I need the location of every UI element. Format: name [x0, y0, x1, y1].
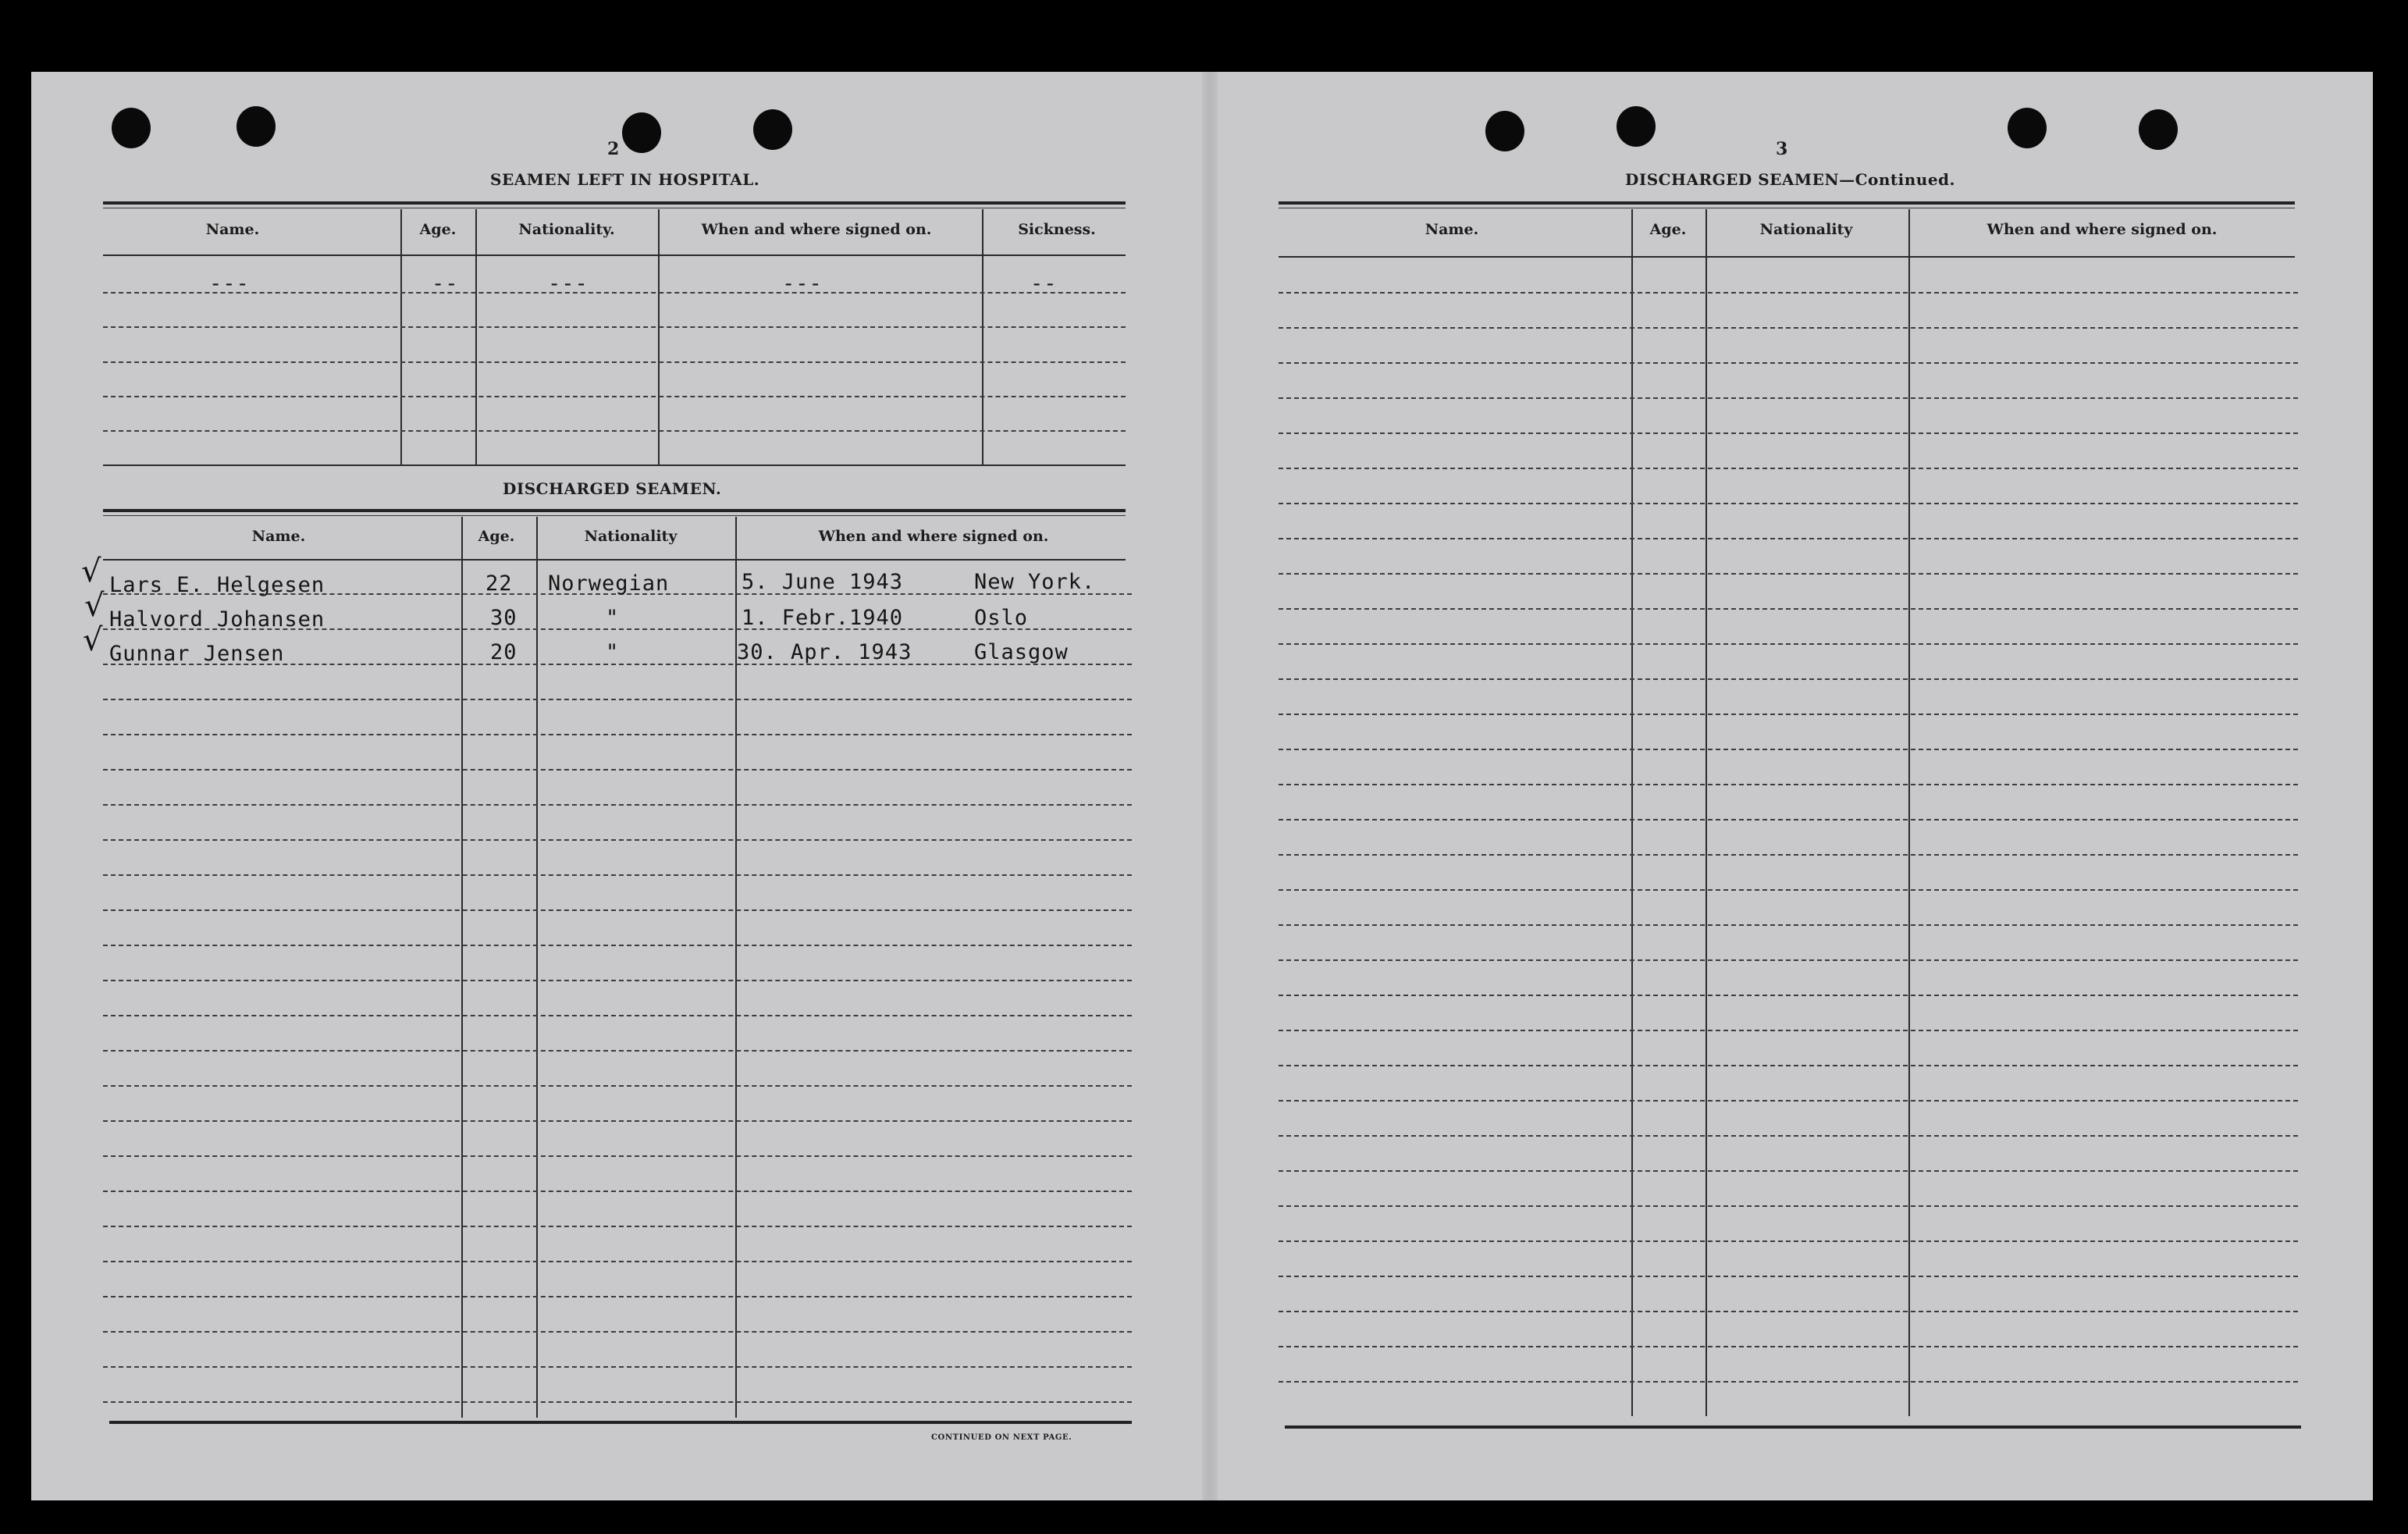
discharged-continued-title: DISCHARGED SEAMEN—Continued. — [1625, 170, 1955, 189]
column-header-signed-on: When and where signed on. — [1987, 221, 2218, 238]
table-top-rule — [103, 515, 1126, 516]
hospital-entry-signed-on: --- — [782, 272, 823, 296]
dotted-row-line — [1279, 503, 2298, 504]
column-header-name: Name. — [205, 221, 260, 238]
hospital-entry-age: -- — [432, 272, 459, 296]
dotted-row-line — [103, 430, 1126, 432]
seaman-nationality: Norwegian — [548, 571, 670, 596]
column-header-nationality: Nationality. — [518, 221, 615, 238]
hospital-entry-sickness: -- — [1030, 272, 1058, 296]
column-header-age: Age. — [1649, 221, 1687, 238]
dotted-row-line — [103, 874, 1132, 876]
header-rule — [103, 254, 1126, 256]
dotted-row-line — [103, 1050, 1132, 1052]
seaman-signed-date: 5. June 1943 — [742, 570, 904, 594]
hospital-entry-nationality: --- — [548, 272, 589, 296]
seaman-signed-date: 30. Apr. 1943 — [737, 640, 912, 664]
seaman-name: Gunnar Jensen — [109, 642, 285, 666]
table-bottom-rule — [1285, 1425, 2301, 1429]
dotted-row-line — [103, 1226, 1132, 1227]
seaman-age: 22 — [486, 571, 513, 596]
column-divider — [1706, 209, 1707, 1416]
table-top-rule — [103, 201, 1126, 205]
dotted-row-line — [1279, 468, 2298, 469]
seaman-nationality: " — [606, 640, 620, 664]
punch-hole — [753, 109, 792, 150]
dotted-row-line — [103, 361, 1126, 363]
column-divider — [400, 209, 402, 465]
header-rule — [1279, 256, 2295, 258]
column-header-sickness: Sickness. — [1018, 221, 1096, 238]
dotted-row-line — [103, 1296, 1132, 1297]
dotted-row-line — [103, 909, 1132, 911]
dotted-row-line — [103, 1366, 1132, 1368]
column-divider — [536, 517, 538, 1418]
dotted-row-line — [103, 1331, 1132, 1333]
dotted-row-line — [1279, 889, 2298, 891]
dotted-row-line — [103, 734, 1132, 735]
dotted-row-line — [103, 1120, 1132, 1122]
dotted-row-line — [1279, 538, 2298, 539]
table-bottom-rule — [109, 1421, 1132, 1424]
dotted-row-line — [1279, 678, 2298, 680]
dotted-row-line — [1279, 1276, 2298, 1277]
dotted-row-line — [1279, 608, 2298, 610]
dotted-row-line — [103, 699, 1132, 700]
dotted-row-line — [1279, 959, 2298, 961]
dotted-row-line — [103, 839, 1132, 841]
discharged-section-title: DISCHARGED SEAMEN. — [503, 479, 722, 498]
punch-hole — [237, 106, 276, 147]
dotted-row-line — [103, 1191, 1132, 1192]
dotted-row-line — [1279, 397, 2298, 399]
punch-hole — [112, 108, 151, 148]
table-bottom-rule — [103, 464, 1126, 466]
dotted-row-line — [1279, 854, 2298, 856]
column-divider — [475, 209, 477, 465]
seaman-name: Halvord Johansen — [109, 607, 325, 632]
seaman-nationality: " — [606, 606, 620, 630]
dotted-row-line — [1279, 432, 2298, 434]
dotted-row-line — [1279, 573, 2298, 575]
punch-hole — [1485, 111, 1524, 151]
checkmark-icon: √ — [83, 622, 103, 658]
punch-hole — [2139, 109, 2178, 150]
dotted-row-line — [103, 945, 1132, 946]
dotted-row-line — [1279, 327, 2298, 329]
table-top-rule — [103, 509, 1126, 512]
column-divider — [658, 209, 660, 465]
dotted-row-line — [103, 769, 1132, 771]
dotted-row-line — [1279, 1030, 2298, 1031]
punch-hole — [622, 112, 661, 153]
column-header-name: Name. — [251, 528, 306, 545]
page-number: 2 — [607, 139, 620, 159]
dotted-row-line — [1279, 819, 2298, 820]
column-header-signed-on: When and where signed on. — [818, 528, 1049, 545]
dotted-row-line — [103, 980, 1132, 981]
punch-hole — [2008, 108, 2047, 148]
dotted-row-line — [1279, 1311, 2298, 1312]
column-divider — [1631, 209, 1633, 1416]
seaman-signed-place: Glasgow — [974, 640, 1069, 664]
column-header-name: Name. — [1425, 221, 1479, 238]
dotted-row-line — [1279, 292, 2298, 294]
dotted-row-line — [1279, 924, 2298, 926]
dotted-row-line — [103, 1085, 1132, 1087]
seaman-age: 30 — [490, 606, 518, 630]
column-divider — [982, 209, 983, 465]
dotted-row-line — [103, 1155, 1132, 1157]
seaman-signed-place: New York. — [974, 570, 1096, 594]
seaman-signed-date: 1. Febr.1940 — [742, 606, 904, 630]
page-gutter — [1202, 72, 1218, 1500]
column-divider — [1908, 209, 1910, 1416]
header-rule — [103, 559, 1126, 561]
column-header-nationality: Nationality — [584, 528, 678, 545]
dotted-row-line — [103, 1261, 1132, 1262]
checkmark-icon: √ — [84, 588, 105, 624]
dotted-row-line — [1279, 1065, 2298, 1066]
dotted-row-line — [1279, 643, 2298, 645]
dotted-row-line — [103, 804, 1132, 806]
column-header-age: Age. — [478, 528, 515, 545]
dotted-row-line — [1279, 1240, 2298, 1242]
dotted-row-line — [103, 1015, 1132, 1016]
column-divider — [461, 517, 463, 1418]
dotted-row-line — [1279, 1170, 2298, 1172]
dotted-row-line — [1279, 1135, 2298, 1137]
punch-hole — [1617, 106, 1656, 147]
dotted-row-line — [103, 396, 1126, 397]
dotted-row-line — [1279, 1205, 2298, 1207]
dotted-row-line — [1279, 1346, 2298, 1347]
dotted-row-line — [1279, 362, 2298, 364]
seaman-signed-place: Oslo — [974, 606, 1029, 630]
page-number: 3 — [1776, 139, 1788, 159]
dotted-row-line — [1279, 784, 2298, 785]
dotted-row-line — [1279, 1381, 2298, 1383]
checkmark-icon: √ — [81, 553, 101, 589]
dotted-row-line — [1279, 1100, 2298, 1102]
continued-note: CONTINUED ON NEXT PAGE. — [931, 1433, 1072, 1442]
column-header-nationality: Nationality — [1759, 221, 1853, 238]
dotted-row-line — [1279, 714, 2298, 715]
seaman-name: Lars E. Helgesen — [109, 573, 325, 597]
dotted-row-line — [1279, 995, 2298, 996]
hospital-section-title: SEAMEN LEFT IN HOSPITAL. — [490, 170, 760, 189]
dotted-row-line — [103, 292, 1126, 294]
dotted-row-line — [1279, 749, 2298, 750]
hospital-entry-name: --- — [209, 272, 250, 296]
column-header-signed-on: When and where signed on. — [701, 221, 932, 238]
column-header-age: Age. — [419, 221, 457, 238]
dotted-row-line — [103, 1401, 1132, 1403]
seaman-age: 20 — [490, 640, 518, 664]
table-top-rule — [1279, 201, 2295, 205]
dotted-row-line — [103, 326, 1126, 328]
